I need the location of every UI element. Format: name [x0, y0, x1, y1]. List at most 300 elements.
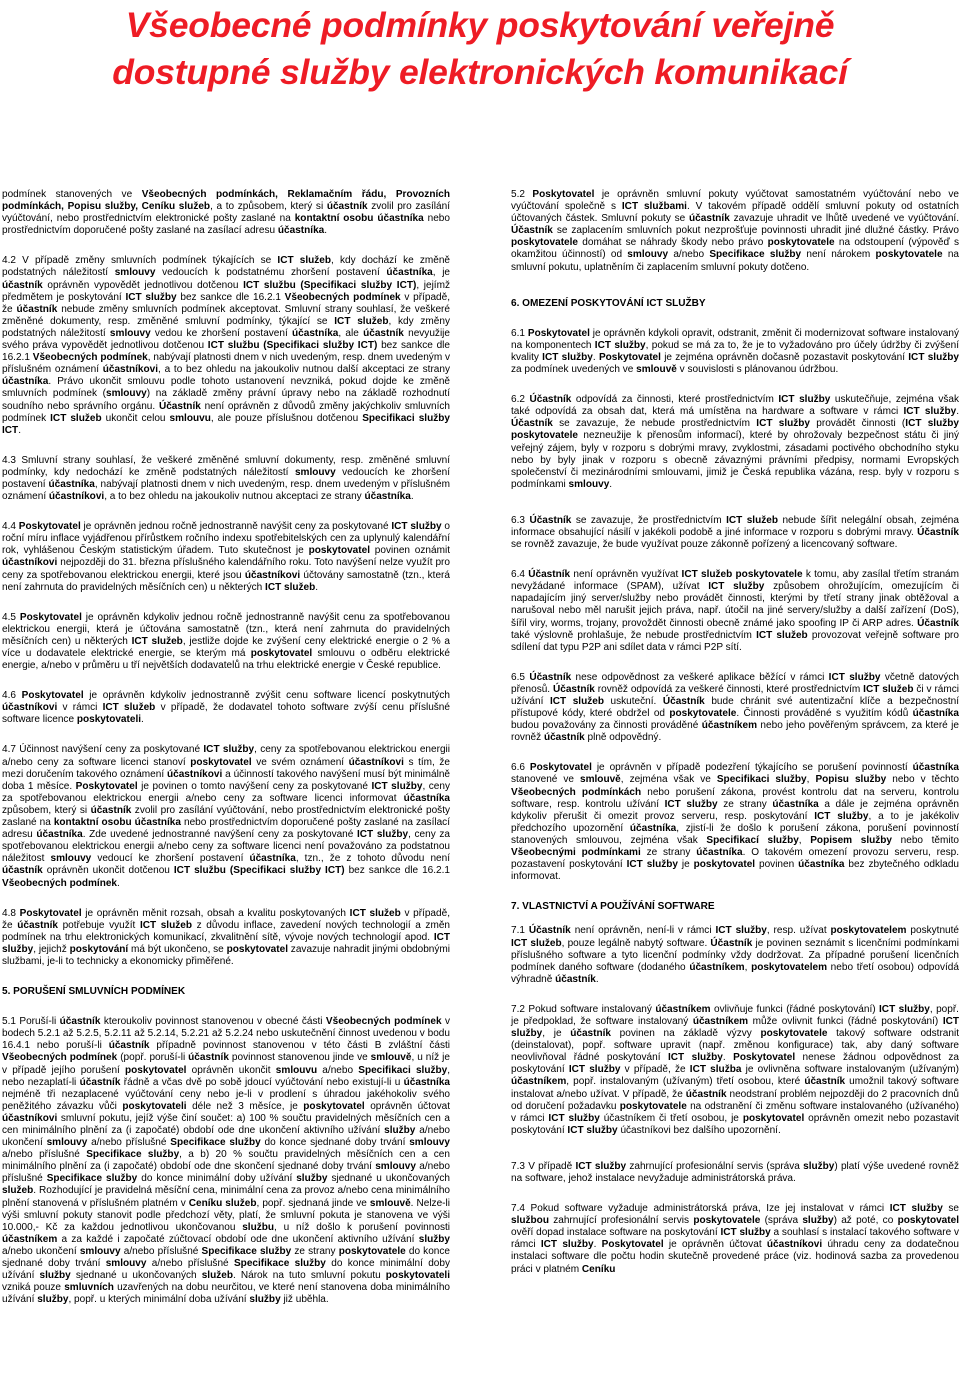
text-run: nese odpovědnost za veškeré aplikace běžící v rámci	[571, 671, 829, 683]
bold-term: účastník	[363, 327, 404, 339]
bold-term: služby	[418, 1233, 450, 1245]
bold-term: ICT služby	[357, 829, 409, 841]
bold-term: Poskytovatel	[19, 907, 82, 919]
bold-term: ICT služby	[828, 671, 881, 683]
text-run: , pokud se má za to, že je to vyžadováno pro účely údržby či zvýšení kvality	[511, 339, 959, 363]
paragraph-spacer	[511, 986, 959, 1004]
bold-term: služby	[802, 1215, 834, 1227]
bold-term: službou	[511, 1215, 549, 1227]
bold-term: ICT služeb	[726, 514, 778, 526]
bold-term: poskytovatelem	[830, 925, 907, 937]
bold-term: Poskytovatel	[21, 690, 84, 702]
paragraph-spacer	[2, 672, 450, 690]
text-run: .	[18, 424, 21, 436]
text-run: povinnost stanovenou jinde ve	[228, 1052, 371, 1064]
text-run: 4.3 Smluvní strany souhlasí, že veškeré změněné smluvní dokumenty, resp. změněné smluvní podmínky, kdy nedochází ke změně podstatných náležitostí	[2, 454, 450, 478]
text-run: , popř. u kterých minimální doba užívání	[68, 1294, 250, 1306]
bold-term: ICT služby poskytovatele	[511, 418, 959, 442]
bold-term: poskytovatele	[693, 1215, 761, 1227]
bold-term: účastník	[543, 732, 585, 744]
bold-term: účastníkovi	[167, 768, 223, 780]
bold-term: Popisu služby	[815, 774, 887, 786]
bold-term: ICT služeb	[549, 696, 604, 707]
bold-term: smlouvy	[294, 466, 336, 478]
bold-term: smlouvě	[369, 1197, 411, 1209]
text-run: zvolil pro zasílání vyúčtování, nebo prostřednictvím elektronické pošty zaslané na	[2, 201, 450, 225]
bold-term: smlouvy	[105, 388, 147, 400]
document-title-line2: dostupné služby elektronických komunikací	[112, 52, 848, 92]
text-run: nenese žádnou odpovědnost za poskytování	[511, 1052, 959, 1076]
bold-term: Poskytovatel	[529, 762, 592, 774]
bold-term: Popisem služby	[810, 834, 893, 846]
text-run: , ceny za spotřebovanou elektrickou energii a/nebo ceny za software licenci informovat	[2, 780, 450, 804]
text-run: , a to bez ohledu na jakoukoliv nutnou akceptaci ze strany	[104, 491, 365, 503]
text-run: 4.7 Účinnost navýšení ceny za poskytované	[2, 744, 204, 756]
text-run: je zejména oprávněn dočasně pozastavit poskytování	[660, 351, 909, 363]
bold-term: kontaktní osobu účastníka	[294, 213, 424, 225]
text-run: na odstranění či změnu software instalovaného (užívaného) v rámci	[511, 1100, 959, 1124]
left-column	[2, 189, 450, 1306]
bold-term: Účastník	[528, 569, 571, 581]
bold-term: poskytovatel	[303, 1100, 365, 1112]
bold-term: poskytovatele	[760, 1028, 828, 1040]
paragraph	[2, 690, 450, 726]
bold-term: účastníka	[364, 491, 411, 503]
text-run: (popř. poruší-li	[117, 1052, 189, 1064]
bold-term: ICT služby	[908, 351, 959, 363]
text-run: se	[942, 1203, 959, 1215]
bold-term: účastníka	[36, 829, 83, 841]
bold-term: účastníka	[249, 853, 296, 865]
bold-term: Poskytovatel	[598, 351, 661, 363]
text-run: je oprávněn kdykoli opravit, odstranit, změnit či modernizovat software instalovaný na komponentech	[511, 327, 959, 351]
bold-term: Všeobecných podmínkách, Reklamačním řádu, Provozních podmínkách, Popisu služby, Ceníku služeb	[2, 189, 450, 213]
bold-term: ICT služeb	[102, 702, 156, 714]
bold-term: účastník	[555, 973, 596, 985]
text-run: budou považovány za činnosti prováděné	[511, 720, 702, 732]
text-run: a za každé i započaté zúčtovací období ode dne ukončení aktivního užívání	[57, 1233, 419, 1245]
bold-term: účastník	[108, 1040, 150, 1052]
paragraph-spacer	[511, 274, 959, 298]
text-run: , resp. užívat	[766, 925, 831, 937]
bold-term: účastník	[2, 279, 43, 291]
text-run: . O takovém omezení provozu serveru, resp. pozastavení poskytování	[511, 847, 959, 871]
paragraph	[2, 1016, 450, 1306]
paragraph-spacer	[2, 890, 450, 908]
text-run: je oprávněn měnit rozsah, obsah a kvalitu poskytovaných	[81, 907, 350, 919]
bold-term: ICT služeb	[863, 683, 914, 695]
paragraph-spacer	[511, 310, 959, 328]
paragraph-spacer	[511, 1137, 959, 1161]
text-run: uskutečňuje, zejména však také odpovídá za obsah dat, která má umístěna na hardware a software v rámci	[511, 394, 959, 418]
text-run: na smluvní pokutu, uplatněním či zaplacením smluvní pokuty dotčeno.	[511, 249, 959, 273]
bold-term: ICT službami	[621, 201, 687, 213]
text-run: v případě, že	[2, 907, 450, 931]
bold-term: ICT služby	[575, 1160, 627, 1172]
text-run: .	[410, 491, 414, 503]
bold-term: Poskytovatel	[75, 780, 138, 792]
bold-term: Účastník	[158, 400, 201, 412]
bold-term: ICT službu (Specifikaci služby ICT)	[173, 865, 345, 877]
bold-term: služby	[39, 1270, 71, 1282]
bold-term: účastníkovi	[348, 756, 404, 768]
bold-term: smlouvě	[636, 364, 677, 376]
text-run: a účinností takového navýšení musí být minimálně doba 1 měsíce.	[2, 768, 450, 792]
bold-term: ICT služby	[548, 1112, 600, 1124]
text-run: rovněž odpovídá za veškeré činnosti, které prostřednictvím	[594, 683, 864, 695]
bold-term: účastníka	[772, 798, 819, 810]
text-run: není oprávněn z důvodů změny jakýchkoliv smluvních podmínek	[2, 400, 450, 424]
text-run: 5.1 Poruší-li	[2, 1016, 60, 1028]
text-run: ,	[744, 961, 752, 973]
text-run: je povinen o tomto navýšení ceny za poskytované	[137, 780, 372, 792]
text-run: řádně a včas dvě po sobě jdoucí vyúčtování nebo existují-li u	[120, 1076, 404, 1088]
text-run: .	[117, 877, 120, 889]
bold-term: Všeobecných podmínek	[32, 352, 148, 364]
text-run: se rovněž zavazuje, že bude využívat pouze zákonně pořízený a licencovaný software.	[511, 539, 898, 551]
text-run: , zjistí-li že došlo k porušení zákona, porušení povinností stanovených smlouvou, zejména však	[511, 822, 960, 846]
text-run: , nabývají platnosti dnem v nich uvedeným, resp. dnem uvedeným v příslušném oznámení	[2, 478, 450, 503]
text-run: nebo prostřednictvím doporučené pošty zaslané na zasílací adresu	[2, 817, 450, 841]
text-run: oprávněn omezit nebo pozastavit poskytování	[511, 1112, 959, 1136]
text-run: , jejímž předmětem je poskytování	[2, 279, 450, 303]
paragraph	[2, 255, 450, 436]
text-run: 4.6	[2, 690, 22, 702]
paragraph-spacer	[2, 998, 450, 1016]
text-run: . Činnosti prováděné s využitím kódů	[736, 708, 913, 720]
bold-term: Účastník	[511, 418, 553, 430]
text-run: ,	[806, 774, 816, 786]
text-run: 7.2 Pokud software instalovaný	[511, 1003, 656, 1015]
bold-term: poskytování	[69, 943, 129, 955]
text-run: , a to způsobem, který si	[210, 201, 327, 213]
section-heading: 6. OMEZENÍ POSKYTOVÁNÍ ICT SLUŽBY	[511, 297, 706, 309]
bold-term: poskytovatelem	[751, 961, 828, 973]
paragraph-spacer	[2, 437, 450, 455]
text-run: včetně datových přenosů.	[511, 671, 959, 695]
bold-term: smlouvy	[627, 249, 669, 261]
text-run: sjednané u ukončovaných	[327, 1173, 450, 1185]
text-run: 4.5	[2, 611, 20, 623]
bold-term: účastníka	[912, 762, 959, 774]
text-run: poskytnuté	[906, 925, 959, 937]
text-run: 7.1	[511, 925, 529, 937]
paragraph	[511, 672, 959, 745]
text-run: .	[141, 714, 144, 726]
text-run: , ceny za spotřebovanou elektrickou energii a/nebo ceny za software licenci není považováno za podstatnou náležitost	[2, 829, 450, 865]
text-run: déle než 3 měsíce, je	[186, 1100, 304, 1112]
text-run: , jejichž	[33, 943, 70, 955]
bold-term: ICT služby	[667, 1052, 723, 1064]
bold-term: účastník	[689, 213, 730, 225]
text-run: úhradu ceny za dodatečnou instalaci software dle počtu hodin skutečně provedené práce (viz. hodinová sazba za provedenou práci v platném	[511, 1239, 959, 1275]
text-run: není oprávněn využívat	[570, 569, 682, 581]
text-run: oprávněn ukončit	[186, 1064, 276, 1076]
text-run: vedoucích ke zhoršení postavení	[2, 466, 450, 490]
text-run: ze strany	[640, 847, 697, 859]
text-run: .	[315, 581, 319, 593]
bold-term: ICT služby	[511, 1015, 959, 1040]
text-run: bez zbytečného odkladu informovat.	[511, 859, 959, 883]
bold-term: účastníka	[629, 822, 677, 834]
bold-term: Všeobecnými podmínkami	[511, 847, 641, 859]
text-run: na odstoupení (výpověď s okamžitou účinností) od	[511, 237, 959, 261]
text-run: se zavazuje, že nebude prostřednictvím	[552, 418, 757, 430]
text-run: v případě, že dodavatel tohoto software zvýší cenu příslušné software licence	[2, 702, 450, 726]
text-run: povinen oznámit	[369, 545, 450, 557]
text-run: , je	[542, 1028, 571, 1040]
bold-term: Všeobecných podmínek	[2, 1052, 118, 1064]
bold-term: Poskytovatel	[733, 1052, 796, 1064]
text-run: do konce minimální doby užívání	[2, 1258, 450, 1282]
bold-term: účastník	[16, 303, 58, 315]
bold-term: účastník	[17, 919, 58, 931]
text-run: je oprávněn v případě podezření týkajícího se porušení povinností	[591, 762, 913, 774]
text-run: za podmínek uvedených ve	[511, 364, 637, 376]
bold-term: účastníka	[912, 708, 959, 720]
text-run: . Nelze-li výši smluvní pokuty stanovit podle předchozí věty, platí, že smluvní pokuta je stanovena ve výši 10.000,- Kč za každou jednotlivou ukončovanou	[2, 1197, 450, 1233]
bold-term: účastníka	[2, 376, 49, 388]
bold-term: kontaktní osobu účastníka	[53, 817, 181, 829]
text-run: , kdy změny podstatných náležitostí	[2, 315, 450, 339]
text-run: není nárokem	[801, 249, 876, 261]
bold-term: poskytovateli	[122, 1100, 187, 1112]
bold-term: Účastník	[662, 696, 705, 707]
bold-term: ICT služby	[203, 744, 255, 756]
text-run: , popř. instalovaným (užívaným) třetí osobou, které	[566, 1076, 805, 1088]
bold-term: poskytovatel	[125, 1064, 187, 1076]
text-run: také výslovně prohlašuje, že nebude prostřednictvím	[511, 629, 757, 641]
text-run: provádět činnosti (	[810, 418, 906, 430]
bold-term: Poskytovatel	[532, 189, 595, 200]
bold-term: účastníkovi	[102, 364, 159, 376]
paragraph	[2, 455, 450, 503]
paragraph	[511, 394, 959, 491]
bold-term: účastníkovi	[244, 569, 301, 581]
text-run: smlouvu o odběru elektrické energie, a/nebo v průměru u tří největších dodavatelů na trhu elektrické energie v České republice.	[2, 648, 450, 672]
bold-term: ICT služeb	[265, 581, 316, 593]
text-run: zahrnující profesionální servis (správa	[626, 1160, 804, 1172]
bold-term: ICT služeb	[349, 907, 401, 919]
text-run: do konce minimální doby užívání	[137, 1173, 297, 1185]
bold-term: poskytovatel	[897, 1215, 959, 1227]
text-run: nebo třetí osobou) odpovídá výhradně	[511, 961, 959, 985]
bold-term: účastníka	[798, 859, 845, 871]
text-run: z důvodu inflace, zavedení nových technologií a změn podmínek na trhu elektronických komunikací, zkvalitnění sítě, vývoje nových technologií apod.	[2, 919, 450, 943]
text-run: ověří dopad instalace software na poskytování	[511, 1227, 721, 1239]
text-run: ze strany	[717, 798, 773, 810]
paragraph	[2, 612, 450, 672]
text-run: v rámci	[57, 702, 103, 714]
text-run: účastníkem či třetí osobou, je	[599, 1112, 743, 1124]
bold-term: účastník	[685, 1088, 727, 1100]
text-run: .	[956, 406, 959, 418]
bold-term: ICT služby	[715, 925, 767, 937]
text-run: bez sankce dle 16.2.1	[2, 340, 450, 364]
bold-term: poskytovateli	[76, 714, 142, 726]
bold-term: účastníka	[403, 792, 450, 804]
bold-term: ICT služeb	[139, 919, 192, 931]
document-title	[0, 2, 960, 96]
text-run: vedoucí ke zhoršení postavení	[91, 853, 250, 865]
bold-term: službu	[242, 1221, 275, 1233]
text-run: je	[678, 859, 694, 871]
bold-term: účastníkem	[701, 720, 758, 732]
text-run: 5.2	[511, 189, 533, 200]
bold-term: poskytovatel	[190, 756, 252, 768]
bold-term: ICT služby	[542, 351, 593, 363]
bold-term: účastníkem	[689, 961, 745, 973]
bold-term: Účastník	[511, 225, 553, 237]
text-run: uzavřených na dobu neurčitou, ve které není stanovena doba minimálního užívání	[2, 1282, 450, 1306]
text-run: nebo v těchto	[886, 774, 960, 786]
text-run: povinen na základě výzvy	[610, 1028, 761, 1040]
paragraph	[511, 1004, 959, 1137]
text-run: bude chránit své autentizační klíče a bezpečnostní přístupové kódy, které obdržel od	[511, 696, 959, 720]
bold-term: Všeobecných podmínkách	[511, 786, 642, 798]
bold-term: smlouvy	[109, 327, 151, 339]
text-run: , popř. sjednaná jinde ve	[256, 1197, 370, 1209]
bold-term: Účastník	[917, 617, 959, 629]
text-run: takový software odstranit (deinstalovat), popř. software upravit (např. změnou konfigurace) tak, aby daný software neovlivňoval řádné poskytování	[511, 1028, 959, 1064]
bold-term: smlouvy	[114, 267, 156, 279]
bold-term: účastníkem	[655, 1003, 711, 1015]
text-run: , a to bez ohledu na jakoukoliv nutnou další akceptaci ze strany	[158, 364, 450, 376]
text-run: sjednané u ukončovaných	[70, 1270, 202, 1282]
paragraph-spacer	[511, 376, 959, 394]
bold-term: služby	[37, 1294, 69, 1306]
bold-term: účastníkovi	[766, 1239, 823, 1251]
bold-term: účastníka	[696, 847, 743, 859]
section-heading: 7. VLASTNICTVÍ A POUŽÍVÁNÍ SOFTWARE	[511, 901, 715, 913]
text-run: k tomu, aby zasílal třetím stranám nevyžádané informace (SPAM), užívat	[511, 569, 960, 593]
text-run: ) platí výše uvedené rovněž na software, jehož instalace nevyžaduje administrátorská práva.	[511, 1160, 959, 1184]
bold-term: Účastník	[529, 394, 572, 406]
text-run: .	[609, 478, 613, 490]
bold-term: služby	[296, 1173, 328, 1185]
document-title-line1: Všeobecné podmínky poskytování veřejně	[125, 5, 835, 45]
text-run: umožnil takový software instalovat a/nebo užívat. V případě, že	[511, 1076, 959, 1100]
text-run: odpovídá za činnosti, které prostřednictvím	[571, 394, 779, 406]
bold-term: poskytovatele	[669, 708, 737, 720]
text-run: , jestliže dojde ke zvýšení ceny elektrické energie o 2 % a více u dodavatele elektrické energie, se kterým má	[2, 635, 451, 659]
bold-term: ICT služby	[568, 1064, 621, 1076]
paragraph-spacer	[511, 1185, 959, 1203]
bold-term: účastníkovi	[48, 491, 105, 503]
text-run: je oprávněn kdykoliv jednostranně zvýšit cenu software licencí poskytnutých	[83, 690, 450, 702]
text-run: je ovlivněna software instalovaným (užívaným)	[741, 1064, 960, 1076]
text-run: zavazuje nahradit jinými obdobnými službami, je-li to technicky a ekonomicky přiměřené.	[2, 943, 451, 967]
bold-term: Specifikace služby	[86, 1149, 180, 1161]
bold-term: Specifikaci služby	[358, 1064, 448, 1076]
bold-term: účastník	[570, 1028, 611, 1040]
text-run: . Rozhodující je pravidelná měsíční cena, minimální cena za provoz a/nebo cena minimálního plnění stanovená v příslušném platném v	[2, 1185, 450, 1209]
text-run: provozovat veřejně software pro sdílení dat typu P2P ani sdílet data v rámci P2P sítí.	[511, 629, 959, 653]
text-run: .	[595, 973, 599, 985]
text-run: a/nebo	[668, 249, 710, 261]
paragraph-spacer	[511, 913, 959, 925]
text-run: v případě, že	[2, 291, 450, 315]
text-run: způsobem ohrožujícím, omezujícím či napadajícím jiný server/služby nebo provádět činnosti, kterými by třetí strany jinak obtěžoval a narušoval nebo měl narušit jejich práva, např. útočil na jiné servery/služby a další zařízení (DoS), šířil viry, worms, trojany, provoždět činnosti obecně známé jako spoofing IP či ARP adres.	[511, 581, 959, 629]
text-run: nejpozději do 31. března příslušného kalendářního roku. Toto navýšení nelze využít pro ceny za spotřebovanou elektrickou energii, které jsou	[2, 557, 450, 581]
bold-term: smlouvy	[79, 1245, 121, 1257]
text-run: neodstraní problém nejpozději do 2 pracovních dnů od doručení požadavku	[511, 1088, 959, 1112]
bold-term: Specifikaci služby ICT	[2, 412, 450, 436]
bold-term: smlouvě	[580, 774, 621, 786]
text-run: ) na základě změny právní úpravy nebo na základě rozhodnutí soudního nebo správního orgánu.	[2, 388, 450, 412]
text-run: je oprávněn smluvní pokuty vyúčtovat samostatném vyúčtování nebo ve vyúčtování společně s	[511, 189, 959, 213]
text-run: zvolil pro zasílání vyúčtování, nebo prostřednictvím elektronické pošty zaslané na	[2, 804, 451, 829]
bold-term: účastník	[90, 804, 132, 816]
text-run: bez sankce dle 16.2.1	[176, 291, 285, 303]
text-run: , pouze legálně nabytý software.	[561, 937, 711, 949]
bold-term: služby	[249, 1294, 281, 1306]
paragraph	[2, 189, 450, 237]
text-run: a/nebo příslušné	[2, 1149, 87, 1161]
paragraph	[2, 744, 450, 889]
paragraph	[511, 189, 959, 274]
text-run: , u níž došlo k porušení povinnosti	[274, 1221, 450, 1233]
bold-term: smlouvy	[50, 853, 92, 865]
bold-term: ICT služby	[903, 406, 957, 418]
text-run: a/nebo ukončení	[2, 1125, 450, 1149]
bold-term: ICT služby	[2, 931, 450, 955]
text-run: , ale	[338, 327, 364, 339]
bold-term: Účastník	[529, 514, 572, 526]
text-run: nebo porušení zákona, provést kontrolu dat na serveru, kontrolu software, resp. kontrolu užívání	[511, 786, 959, 810]
bold-term: Poskytovatel	[19, 611, 82, 623]
text-run: podmínek stanovených ve	[2, 189, 142, 200]
bold-term: služeb	[201, 1270, 233, 1282]
bold-term: smlouvě	[370, 1052, 412, 1064]
text-run: , nabývají platnosti dnem v nich uvedeným, resp. dnem uvedeným v příslušném oznámení	[2, 352, 451, 376]
text-run: oprávněn vypovědět jednotlivou dotčenou	[42, 279, 244, 291]
text-run: kteroukoliv povinnost stanovenou v obecné části	[100, 1016, 326, 1028]
text-run: 6.1	[511, 327, 528, 339]
text-run: a/nebo příslušné	[87, 1137, 171, 1149]
text-run: 6.3	[511, 514, 530, 526]
bold-term: poskytovatele	[767, 237, 835, 249]
text-run: ) až poté, co	[833, 1215, 898, 1227]
paragraph-spacer	[511, 551, 959, 569]
bold-term: ICT služby	[778, 394, 831, 406]
paragraph	[511, 328, 959, 376]
bold-term: ICT služeb	[50, 412, 102, 424]
text-run: .	[324, 225, 328, 237]
text-run: a/nebo příslušné	[120, 1245, 202, 1257]
bold-term: Poskytovatel	[18, 521, 81, 533]
bold-term: účastník	[326, 201, 368, 213]
bold-term: Specifikace služby	[709, 249, 802, 261]
text-run: nebo prostřednictvím doporučené pošty zaslané na zasílací adresu	[2, 213, 450, 237]
bold-term: smlouvu	[275, 1064, 318, 1076]
text-run: ,	[798, 834, 811, 846]
bold-term: Specifikaci služby	[716, 774, 807, 786]
text-run: 4.2 V případě změny smluvních podmínek týkajících se	[2, 255, 278, 267]
right-column	[511, 189, 959, 1276]
text-run: . Zde uvedené jednostranné navýšení ceny za poskytované	[82, 829, 357, 841]
text-run: , ceny za spotřebovanou elektrickou energii a/nebo ceny za software licenci stanoví	[2, 744, 450, 768]
text-run: a dále je zejména oprávněn kdykoliv přerušit či omezit provoz serveru, resp. poskytování	[511, 798, 959, 822]
paragraph-spacer	[2, 594, 450, 612]
text-run: účastníkovi bez dalšího upozornění.	[617, 1124, 781, 1136]
bold-term: smlouvy	[46, 1137, 88, 1149]
text-run: nebude šířit nelegální obsah, zejména informace obsahující násilí v jakékoli podobě a jiné informace v rozporu s dobrými mravy.	[511, 514, 959, 538]
bold-term: služby	[384, 1125, 416, 1136]
text-run: se zavazuje, že prostřednictvím	[571, 514, 727, 526]
text-run: .	[592, 351, 599, 363]
text-run: uskuteční.	[603, 696, 663, 707]
